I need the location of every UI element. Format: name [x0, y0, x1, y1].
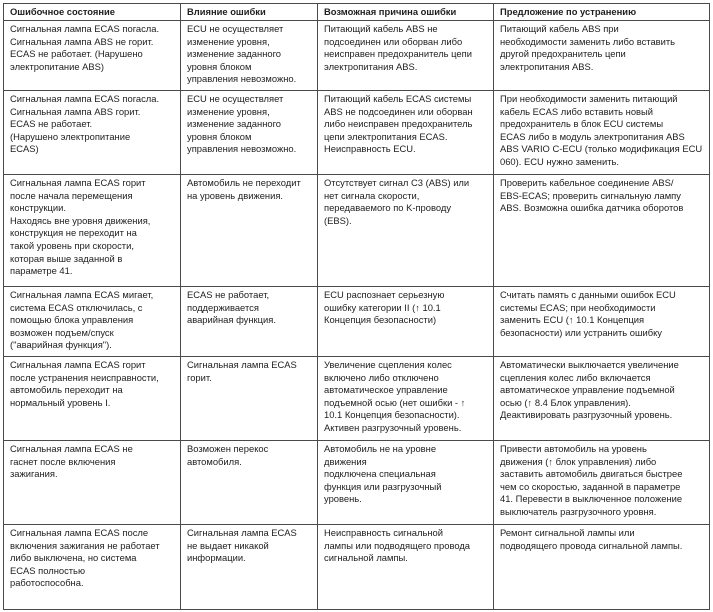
fault-table — [3, 3, 710, 610]
fault-effect-cell — [181, 441, 318, 525]
cell-line: Проверить кабельное соединение ABS/ — [500, 177, 674, 188]
table-row — [4, 175, 710, 287]
cell-line: заставить автомобиль двигаться быстрее — [500, 468, 683, 480]
cell-line: Автомобиль не переходит — [187, 177, 301, 188]
header-row — [4, 4, 710, 21]
cell-line: уровня блоком — [187, 130, 252, 142]
cell-line: гаснет после включения — [10, 455, 116, 467]
possible-cause-cell — [318, 441, 494, 525]
cell-line: ABS не подсоединен или оборван — [324, 105, 473, 117]
cell-line: ECAS не работает. (Нарушено — [10, 48, 143, 60]
table-row — [4, 357, 710, 441]
cell-line: поддерживается — [187, 301, 259, 313]
cell-line: 060). ECU нужно заменить. — [500, 155, 619, 167]
fault-state-cell — [4, 287, 181, 357]
cell-line: аварийная функция. — [187, 314, 276, 326]
cell-line: Отсутствует сигнал C3 (ABS) или — [324, 177, 470, 188]
cell-line: Увеличение сцепления колес — [324, 359, 452, 370]
cell-line: (EBS). — [324, 214, 352, 226]
cell-line: ошибку категории II (↑ 10.1 — [324, 301, 441, 313]
cell-line: ECAS не работает, — [187, 289, 270, 300]
cell-line: которая выше заданной в — [10, 252, 123, 264]
cell-line: 10.1 Концепция безопасности). — [324, 409, 460, 421]
cell-line: управления невозможно. — [187, 73, 297, 85]
cell-line: Сигнальная лампа ECAS — [187, 527, 297, 538]
fault-effect-cell — [181, 91, 318, 175]
cell-line: Находясь вне уровня движения, — [10, 214, 151, 226]
cell-line: Концепция безопасности) — [324, 314, 437, 326]
cell-line: нет сигнала скорости, — [324, 189, 420, 201]
possible-cause-cell — [318, 175, 494, 287]
cell-line: включения зажигания не работает — [10, 539, 160, 551]
fault-effect-cell — [181, 357, 318, 441]
cell-line: либо неисправен предохранитель — [324, 118, 473, 130]
cell-line: кабель ECAS либо вставить новый — [500, 105, 653, 117]
cell-line: после начала перемещения — [10, 189, 133, 201]
cell-line: включено либо отключено — [324, 371, 439, 383]
cell-line: ECAS не работает. — [10, 118, 93, 130]
cell-line: ECAS полностью — [10, 564, 85, 576]
cell-line: автоматическое управление подъемной — [500, 384, 675, 396]
cell-line: помощью блока управления — [10, 314, 134, 326]
cell-line: Автоматически выключается увеличение — [500, 359, 679, 370]
cell-line: автоматическое управление — [324, 384, 448, 396]
cell-line: подсоединен или оборван либо — [324, 35, 463, 47]
cell-line: При необходимости заменить питающий — [500, 93, 678, 104]
table-row — [4, 441, 710, 525]
cell-line: другой предохранитель цепи — [500, 48, 626, 60]
cell-line: Питающий кабель ABS при — [500, 23, 619, 34]
header-fault-effect: Влияние ошибки — [181, 4, 318, 21]
cell-line: неисправен предохранитель цепи — [324, 48, 472, 60]
cell-line: автомобиля. — [187, 455, 242, 467]
fault-state-cell — [4, 441, 181, 525]
cell-line: Неисправность ECU. — [324, 143, 416, 155]
cell-line: Сигнальная лампа ECAS погасла. — [10, 93, 160, 104]
fault-state-cell — [4, 357, 181, 441]
cell-line: чем со скоростью, заданной в параметре — [500, 480, 681, 492]
remedy-cell — [494, 175, 710, 287]
table-row — [4, 21, 710, 91]
cell-line: Привести автомобиль на уровень — [500, 443, 647, 454]
cell-line: Сигнальная лампа ECAS после — [10, 527, 149, 538]
cell-line: электропитания ABS. — [500, 60, 594, 72]
cell-line: движения — [324, 455, 367, 467]
table-row — [4, 287, 710, 357]
cell-line: изменение заданного — [187, 118, 282, 130]
cell-line: Ремонт сигнальной лампы или — [500, 527, 635, 538]
remedy-cell — [494, 287, 710, 357]
cell-line: ABS VARIO C-ECU (только модификация ECU — [500, 143, 703, 155]
cell-line: конструкция не переходит на — [10, 227, 137, 239]
cell-line: Сигнальная лампа ECAS не — [10, 443, 133, 454]
cell-line: ECU не осуществляет — [187, 93, 284, 104]
remedy-cell — [494, 441, 710, 525]
remedy-cell — [494, 525, 710, 610]
cell-line: Деактивировать разгрузочный уровень. — [500, 409, 673, 421]
cell-line: Неисправность сигнальной — [324, 527, 443, 538]
cell-line: горит. — [187, 371, 212, 383]
cell-line: подводящего провода сигнальной лампы. — [500, 539, 683, 551]
cell-line: подключена специальная — [324, 468, 436, 480]
possible-cause-cell — [318, 525, 494, 610]
cell-line: осью (↑ 8.4 Блок управления). — [500, 396, 631, 408]
cell-line: системы ECAS; при необходимости — [500, 301, 656, 313]
cell-line: нормальный уровень I. — [10, 396, 111, 408]
cell-line: электропитание ABS) — [10, 60, 105, 72]
fault-effect-cell — [181, 175, 318, 287]
cell-line: предохранитель в блок ECU системы — [500, 118, 664, 130]
cell-line: на уровень движения. — [187, 189, 284, 201]
cell-line: Сигнальная лампа ECAS горит — [10, 177, 146, 188]
fault-effect-cell — [181, 21, 318, 91]
remedy-cell — [494, 21, 710, 91]
cell-line: подъемной осью (нет ошибки - ↑ — [324, 396, 466, 408]
cell-line: Питающий кабель ECAS системы — [324, 93, 472, 104]
cell-line: изменение заданного — [187, 48, 282, 60]
cell-line: параметре 41. — [10, 265, 73, 277]
fault-state-cell — [4, 525, 181, 610]
cell-line: Считать память с данными ошибок ECU — [500, 289, 676, 300]
cell-line: система ECAS отключилась, с — [10, 301, 143, 313]
possible-cause-cell — [318, 357, 494, 441]
cell-line: конструкции. — [10, 202, 66, 214]
cell-line: движения (↑ блок управления) либо — [500, 455, 657, 467]
cell-line: (Нарушено электропитание — [10, 130, 131, 142]
remedy-cell — [494, 357, 710, 441]
cell-line: изменение уровня, — [187, 35, 270, 47]
cell-line: 41. Перевести в выключенное положение — [500, 493, 683, 505]
cell-line: Сигнальная лампа ECAS горит — [10, 359, 146, 370]
cell-line: сцепления колес либо включается — [500, 371, 651, 383]
cell-line: сигнальной лампы. — [324, 552, 408, 564]
cell-line: Сигнальная лампа ECAS погасла. — [10, 23, 160, 34]
cell-line: ECU распознает серьезную — [324, 289, 445, 300]
possible-cause-cell — [318, 287, 494, 357]
cell-line: лампы или подводящего провода — [324, 539, 471, 551]
cell-line: автомобиль переходит на — [10, 384, 123, 396]
cell-line: выключатель разгрузочного уровня. — [500, 505, 657, 517]
table-row — [4, 525, 710, 610]
cell-line: после устранения неисправности, — [10, 371, 159, 383]
cell-line: заменить ECU (↑ 10.1 Концепция — [500, 314, 645, 326]
cell-line: EBS-ECAS; проверить сигнальную лампу — [500, 189, 681, 201]
cell-line: зажигания. — [10, 468, 58, 480]
cell-line: Сигнальная лампа ABS горит. — [10, 105, 141, 117]
cell-line: изменение уровня, — [187, 105, 270, 117]
cell-line: безопасности) или устранить ошибку — [500, 326, 662, 338]
cell-line: не выдает никакой — [187, 539, 269, 551]
cell-line: такой уровень при скорости, — [10, 239, 134, 251]
possible-cause-cell — [318, 91, 494, 175]
cell-line: работоспособна. — [10, 577, 84, 589]
header-possible-cause: Возможная причина ошибки — [318, 4, 494, 21]
cell-line: уровень. — [324, 493, 362, 505]
fault-effect-cell — [181, 287, 318, 357]
table-row — [4, 91, 710, 175]
cell-line: уровня блоком — [187, 60, 252, 72]
cell-line: Сигнальная лампа ECAS — [187, 359, 297, 370]
cell-line: необходимости заменить либо вставить — [500, 35, 676, 47]
fault-state-cell — [4, 175, 181, 287]
cell-line: Сигнальная лампа ABS не горит. — [10, 35, 154, 47]
cell-line: Автомобиль не на уровне — [324, 443, 437, 454]
cell-line: электропитания ABS. — [324, 60, 418, 72]
cell-line: ECAS) — [10, 143, 39, 155]
cell-line: функция или разгрузочный — [324, 480, 442, 492]
cell-line: Возможен перекос — [187, 443, 269, 454]
cell-line: Питающий кабель ABS не — [324, 23, 438, 34]
cell-line: ("аварийная функция"). — [10, 339, 112, 351]
header-fault-state: Ошибочное состояние — [4, 4, 181, 21]
cell-line: Сигнальная лампа ECAS мигает, — [10, 289, 154, 300]
cell-line: ABS. Возможна ошибка датчика оборотов — [500, 202, 684, 214]
possible-cause-cell — [318, 21, 494, 91]
header-remedy: Предложение по устранению — [494, 4, 710, 21]
fault-state-cell — [4, 91, 181, 175]
cell-line: возможен подъем/спуск — [10, 326, 114, 338]
fault-effect-cell — [181, 525, 318, 610]
cell-line: Активен разгрузочный уровень. — [324, 421, 462, 433]
remedy-cell — [494, 91, 710, 175]
cell-line: цепи электропитания ECAS. — [324, 130, 448, 142]
cell-line: ECAS либо в модуль электропитания ABS — [500, 130, 685, 142]
cell-line: либо выключена, но система — [10, 552, 137, 564]
cell-line: информации. — [187, 552, 246, 564]
cell-line: управления невозможно. — [187, 143, 297, 155]
cell-line: передаваемого по K-проводу — [324, 202, 452, 214]
fault-state-cell — [4, 21, 181, 91]
cell-line: ECU не осуществляет — [187, 23, 284, 34]
